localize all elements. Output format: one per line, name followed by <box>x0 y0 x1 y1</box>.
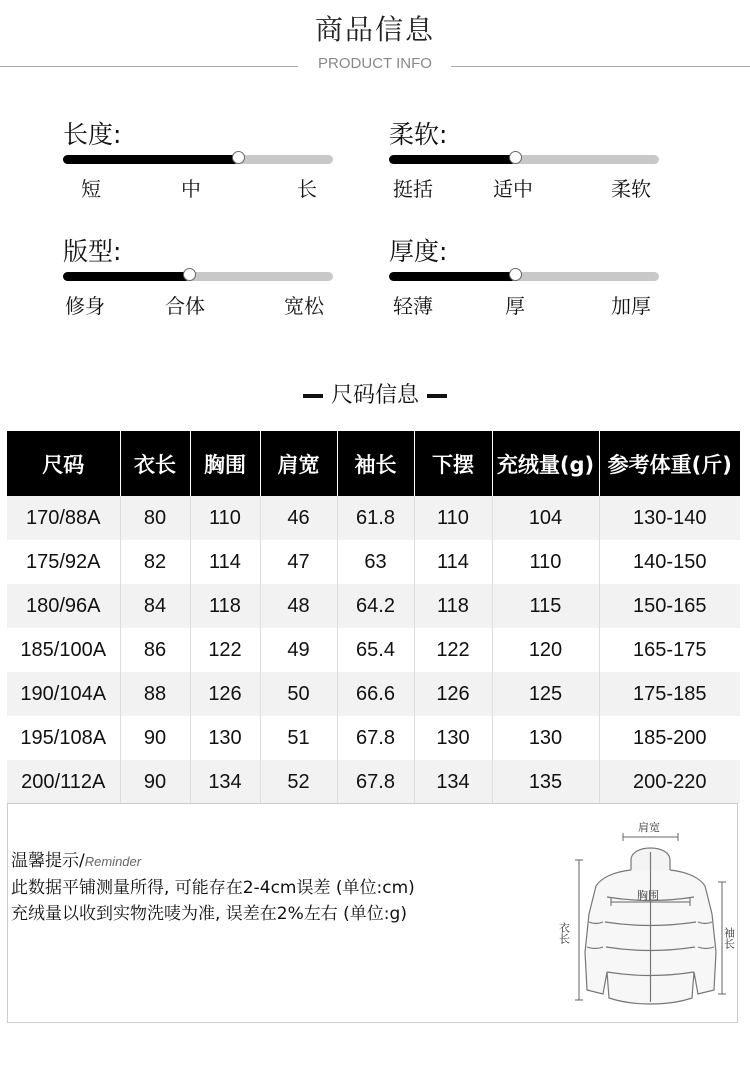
attribute-fill <box>389 272 516 281</box>
table-cell: 90 <box>120 760 190 804</box>
header-hem: 下摆 <box>414 431 492 496</box>
table-cell: 118 <box>190 584 260 628</box>
table-row <box>7 584 740 628</box>
table-cell: 130 <box>414 716 492 760</box>
table-cell: 185-200 <box>599 716 740 760</box>
attribute-fill <box>63 272 190 281</box>
table-row <box>7 628 740 672</box>
table-cell: 52 <box>260 760 337 804</box>
table-cell: 150-165 <box>599 584 740 628</box>
table-cell: 66.6 <box>337 672 414 716</box>
table-cell: 50 <box>260 672 337 716</box>
table-cell: 114 <box>190 540 260 584</box>
table-cell: 122 <box>190 628 260 672</box>
table-cell: 170/88A <box>7 496 120 540</box>
attribute-tick: 厚 <box>505 294 525 318</box>
table-cell: 125 <box>492 672 599 716</box>
table-cell: 84 <box>120 584 190 628</box>
attribute-label: 版型: <box>63 237 122 266</box>
attribute-label: 柔软: <box>389 120 448 149</box>
attribute-knob <box>509 268 522 281</box>
table-cell: 126 <box>414 672 492 716</box>
table-cell: 82 <box>120 540 190 584</box>
attribute-knob <box>232 151 245 164</box>
attribute-tick: 挺括 <box>393 177 433 201</box>
reminder-note: 充绒量以收到实物洗唛为准, 误差在2%左右 (单位:g) <box>11 904 407 924</box>
attribute-track <box>63 272 333 281</box>
header-weight: 参考体重(斤) <box>599 431 740 496</box>
header-chest: 胸围 <box>190 431 260 496</box>
attribute-tick: 长 <box>297 177 317 201</box>
label-shoulder: 肩宽 <box>638 821 660 834</box>
table-row <box>7 716 740 760</box>
table-cell: 134 <box>414 760 492 804</box>
size-table-header <box>7 431 740 496</box>
table-cell: 110 <box>414 496 492 540</box>
reminder-title <box>11 846 141 871</box>
header-shoulder: 肩宽 <box>260 431 337 496</box>
table-cell: 200/112A <box>7 760 120 804</box>
attribute-tick: 合体 <box>165 294 205 318</box>
attribute-fill <box>389 155 516 164</box>
attribute-tick: 宽松 <box>284 294 324 318</box>
table-cell: 118 <box>414 584 492 628</box>
table-row <box>7 496 740 540</box>
attribute-track <box>389 155 659 164</box>
table-cell: 175/92A <box>7 540 120 584</box>
header-divider-left <box>0 66 298 67</box>
table-cell: 165-175 <box>599 628 740 672</box>
header-size: 尺码 <box>7 431 120 496</box>
table-cell: 67.8 <box>337 716 414 760</box>
label-length: 衣长 <box>557 922 571 944</box>
table-cell: 130 <box>492 716 599 760</box>
size-section-title <box>0 378 750 409</box>
jacket-measurement-diagram <box>557 821 738 1007</box>
table-cell: 61.8 <box>337 496 414 540</box>
table-row <box>7 672 740 716</box>
attribute-track <box>63 155 333 164</box>
label-chest: 胸围 <box>637 889 659 902</box>
size-section-label: 尺码信息 <box>330 383 419 408</box>
table-cell: 195/108A <box>7 716 120 760</box>
table-cell: 120 <box>492 628 599 672</box>
table-cell: 115 <box>492 584 599 628</box>
table-cell: 48 <box>260 584 337 628</box>
header-length: 衣长 <box>120 431 190 496</box>
attribute-fill <box>63 155 239 164</box>
table-cell: 135 <box>492 760 599 804</box>
attribute-tick: 中 <box>181 177 201 201</box>
table-cell: 110 <box>190 496 260 540</box>
table-cell: 80 <box>120 496 190 540</box>
table-cell: 90 <box>120 716 190 760</box>
reminder-title-en: Reminder <box>84 854 142 869</box>
table-cell: 130 <box>190 716 260 760</box>
reminder-title-cn: 温馨提示/ <box>11 851 85 871</box>
page-subtitle: PRODUCT INFO <box>318 55 432 72</box>
reminder-box <box>7 803 738 1023</box>
attribute-tick: 加厚 <box>611 294 651 318</box>
attribute-tick: 轻薄 <box>393 294 433 318</box>
table-row <box>7 760 740 804</box>
attribute-knob <box>509 151 522 164</box>
label-sleeve: 袖长 <box>722 927 736 949</box>
table-cell: 47 <box>260 540 337 584</box>
table-cell: 110 <box>492 540 599 584</box>
table-cell: 104 <box>492 496 599 540</box>
attribute-knob <box>183 268 196 281</box>
table-cell: 51 <box>260 716 337 760</box>
table-cell: 134 <box>190 760 260 804</box>
table-cell: 46 <box>260 496 337 540</box>
title-dash <box>427 394 447 398</box>
header-divider-right <box>451 66 750 67</box>
title-dash <box>303 394 323 398</box>
jacket-outline-icon <box>585 848 716 1004</box>
table-cell: 190/104A <box>7 672 120 716</box>
table-cell: 67.8 <box>337 760 414 804</box>
attribute-track <box>389 272 659 281</box>
table-row <box>7 540 740 584</box>
table-cell: 185/100A <box>7 628 120 672</box>
size-table <box>7 431 740 804</box>
table-cell: 126 <box>190 672 260 716</box>
table-cell: 175-185 <box>599 672 740 716</box>
table-cell: 122 <box>414 628 492 672</box>
attribute-tick: 柔软 <box>611 177 651 201</box>
attribute-tick: 修身 <box>65 294 105 318</box>
table-cell: 49 <box>260 628 337 672</box>
reminder-note: 此数据平铺测量所得, 可能存在2-4cm误差 (单位:cm) <box>11 878 415 898</box>
table-cell: 130-140 <box>599 496 740 540</box>
table-cell: 65.4 <box>337 628 414 672</box>
attribute-tick: 短 <box>81 177 101 201</box>
table-cell: 64.2 <box>337 584 414 628</box>
header-sleeve: 袖长 <box>337 431 414 496</box>
table-cell: 114 <box>414 540 492 584</box>
attribute-label: 长度: <box>63 120 122 149</box>
attribute-label: 厚度: <box>389 237 448 266</box>
table-cell: 63 <box>337 540 414 584</box>
table-cell: 140-150 <box>599 540 740 584</box>
attribute-tick: 适中 <box>493 177 533 201</box>
table-cell: 200-220 <box>599 760 740 804</box>
table-cell: 86 <box>120 628 190 672</box>
header-down-fill: 充绒量(g) <box>492 431 599 496</box>
page-title: 商品信息 <box>314 13 435 46</box>
table-cell: 180/96A <box>7 584 120 628</box>
table-cell: 88 <box>120 672 190 716</box>
